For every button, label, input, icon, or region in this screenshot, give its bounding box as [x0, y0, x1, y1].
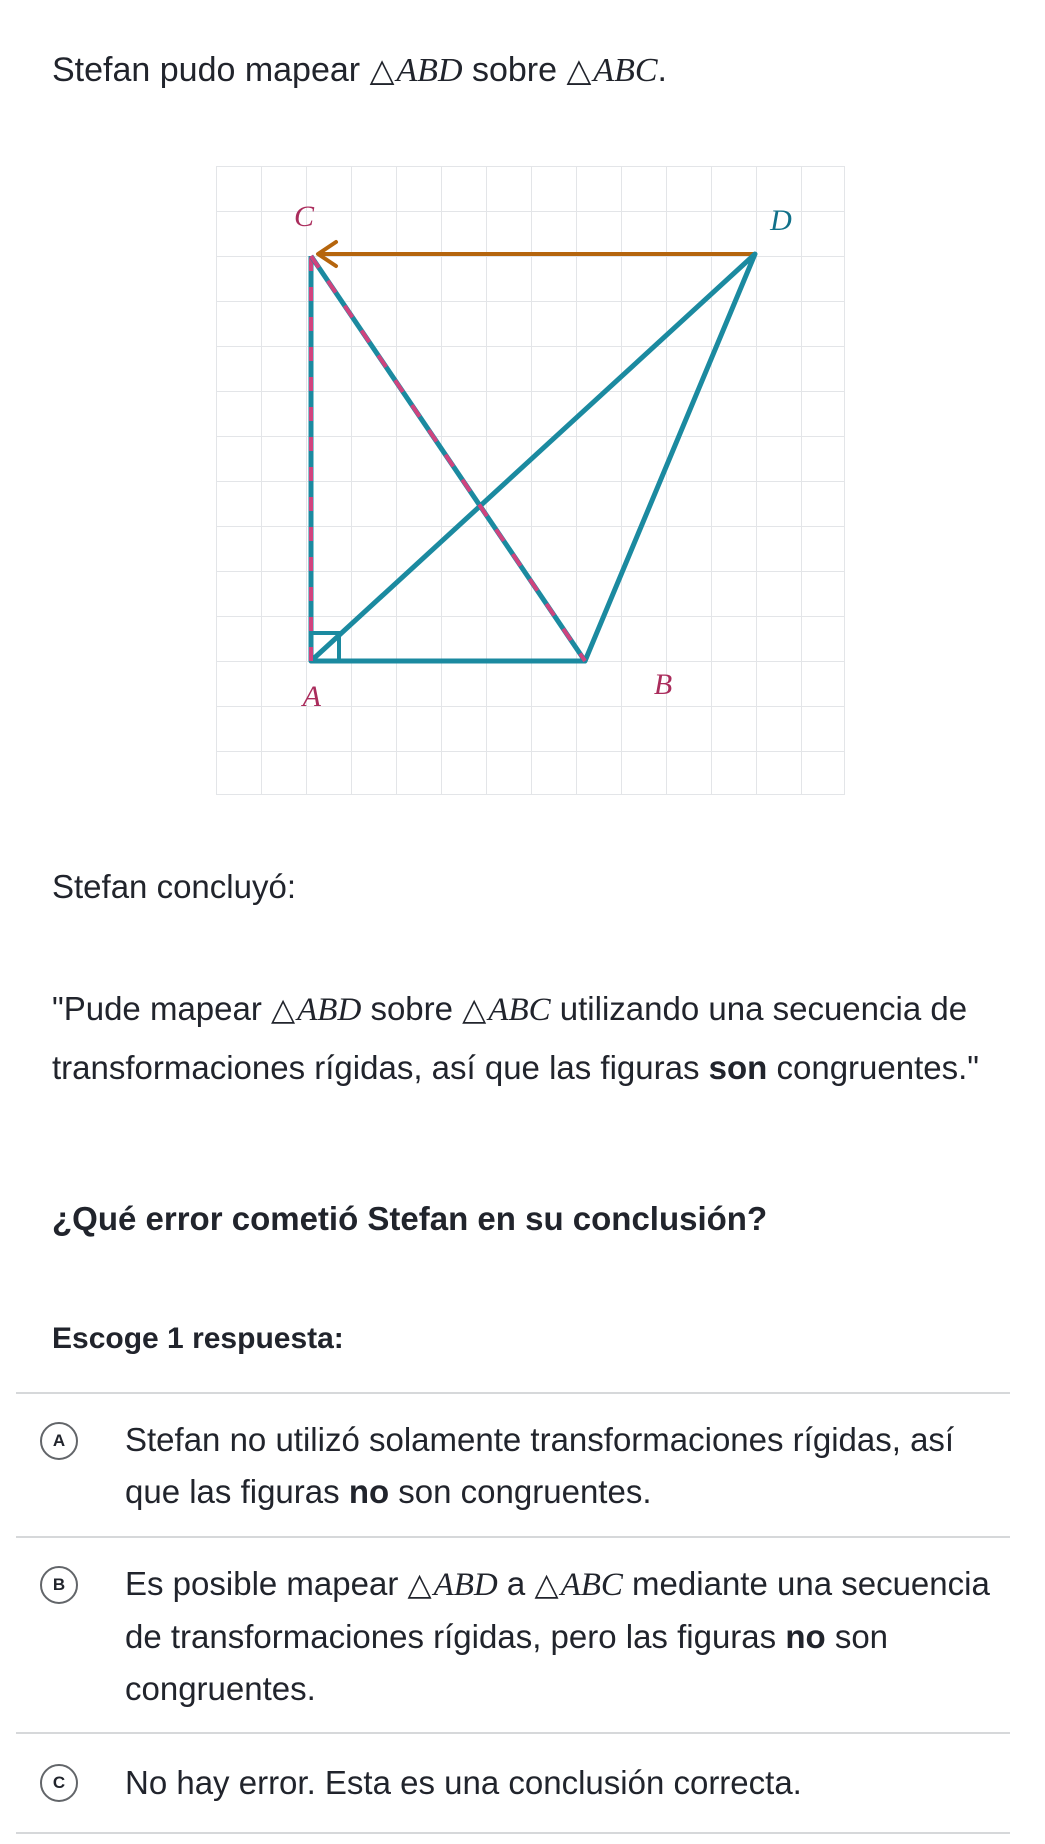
bold-no: no	[785, 1618, 826, 1655]
triangle-icon: △	[534, 1567, 559, 1603]
bold-no: no	[348, 1473, 390, 1510]
triangle-icon: △	[566, 51, 592, 89]
intro-mid: sobre	[462, 51, 567, 89]
intro-text	[52, 48, 667, 93]
triangle-icon: △	[369, 51, 395, 89]
choice-c-text[interactable]: No hay error. Esta es una conclusión correcta.	[125, 1764, 802, 1801]
intro-suffix: .	[657, 51, 667, 89]
label-c: C	[293, 200, 315, 233]
choice-b[interactable]	[0, 1538, 1045, 1732]
triangle-abd-math: △ABD	[369, 51, 463, 89]
choice-b-marker[interactable]: B	[40, 1566, 78, 1604]
choose-label: Escoge 1 respuesta:	[52, 1322, 344, 1355]
choice-a-marker[interactable]: A	[40, 1422, 78, 1460]
triangle-abc-math: △ABC	[566, 51, 658, 89]
choice-b-text[interactable]: Es posible mapear △ABD a △ABC mediante una secuencia de transformaciones rígidas, pero las figuras no son congruentes.	[125, 1565, 990, 1707]
triangle-icon: △	[462, 992, 487, 1028]
choice-c[interactable]	[0, 1734, 1045, 1832]
label-b: B	[653, 668, 673, 701]
intro-prefix: Stefan pudo mapear	[52, 51, 370, 89]
triangle-abc-math: △ABC	[462, 992, 551, 1028]
triangle-figure	[216, 166, 845, 795]
quote-text: "Pude mapear △ABD sobre △ABC utilizando una secuencia de transformaciones rígidas, así que las figuras son congruentes."	[52, 990, 980, 1086]
choice-c-marker[interactable]: C	[40, 1764, 78, 1802]
bold-son: son	[708, 1049, 768, 1086]
choice-a[interactable]	[0, 1394, 1045, 1536]
triangle-abd-math: △ABD	[271, 992, 362, 1028]
label-a: A	[302, 680, 321, 713]
label-d: D	[770, 204, 792, 237]
triangle-abc-math: △ABC	[534, 1567, 623, 1603]
conclusion-intro: Stefan concluyó:	[52, 868, 296, 905]
triangle-icon: △	[271, 992, 296, 1028]
triangle-icon: △	[407, 1567, 432, 1603]
question-text: ¿Qué error cometió Stefan en su conclusión?	[52, 1200, 768, 1237]
triangle-abd-math: △ABD	[407, 1567, 498, 1603]
choice-a-text[interactable]: Stefan no utilizó solamente transformaciones rígidas, así que las figuras no son congruentes.	[125, 1421, 955, 1510]
divider	[16, 1832, 1010, 1834]
